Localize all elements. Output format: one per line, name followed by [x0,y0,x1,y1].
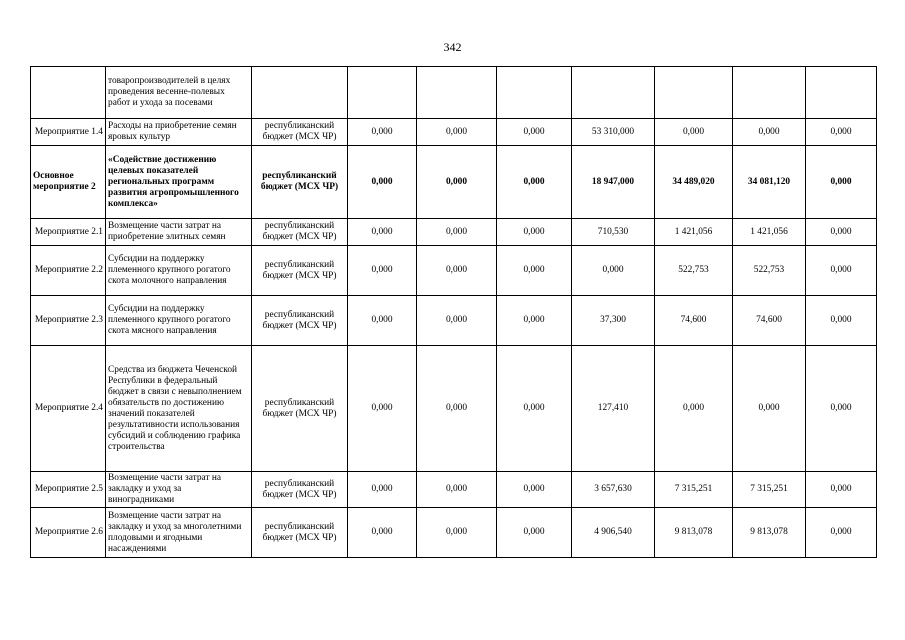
amount-cell: 0,000 [417,508,497,558]
amount-cell: 0,000 [417,219,497,246]
table-body [31,67,877,558]
table-row [31,219,877,246]
amount-cell: 0,000 [348,246,417,296]
activity-id-cell: Мероприятие 2.1 [31,219,106,246]
amount-cell: 0,000 [417,346,497,472]
amount-cell: 0,000 [733,119,806,146]
amount-cell: 0,000 [497,246,572,296]
amount-cell [655,67,733,119]
amount-cell: 34 081,120 [733,146,806,219]
amount-cell [572,67,655,119]
activity-name-cell: Возмещение части затрат на закладку и уход за многолетними плодовыми и ягодными насаждениями [106,508,252,558]
table-row [31,246,877,296]
funding-source-cell: республиканский бюджет (МСХ ЧР) [252,472,348,508]
amount-cell: 0,000 [497,508,572,558]
funding-source-cell: республиканский бюджет (МСХ ЧР) [252,508,348,558]
amount-cell: 0,000 [497,146,572,219]
amount-cell [348,67,417,119]
amount-cell: 522,753 [655,246,733,296]
amount-cell: 0,000 [806,346,877,472]
amount-cell: 0,000 [417,296,497,346]
table-row [31,119,877,146]
activity-id-cell: Мероприятие 2.6 [31,508,106,558]
amount-cell [497,67,572,119]
amount-cell: 53 310,000 [572,119,655,146]
amount-cell: 0,000 [572,246,655,296]
table-row [31,346,877,472]
amount-cell: 0,000 [348,508,417,558]
amount-cell: 0,000 [497,472,572,508]
table-row [31,508,877,558]
activity-name-cell: Расходы на приобретение семян яровых культур [106,119,252,146]
activity-id-cell: Мероприятие 2.3 [31,296,106,346]
table-row [31,296,877,346]
amount-cell: 0,000 [417,472,497,508]
amount-cell: 0,000 [655,346,733,472]
amount-cell: 1 421,056 [655,219,733,246]
funding-source-cell: республиканский бюджет (МСХ ЧР) [252,146,348,219]
funding-source-cell [252,67,348,119]
amount-cell: 74,600 [655,296,733,346]
funding-source-cell: республиканский бюджет (МСХ ЧР) [252,246,348,296]
amount-cell: 4 906,540 [572,508,655,558]
amount-cell: 0,000 [348,296,417,346]
amount-cell: 0,000 [497,219,572,246]
activity-name-cell: Субсидии на поддержку племенного крупного рогатого скота мясного направления [106,296,252,346]
amount-cell: 0,000 [348,146,417,219]
amount-cell: 74,600 [733,296,806,346]
amount-cell: 0,000 [655,119,733,146]
amount-cell [806,67,877,119]
amount-cell: 0,000 [348,472,417,508]
amount-cell: 0,000 [733,346,806,472]
amount-cell: 0,000 [806,119,877,146]
amount-cell: 0,000 [806,508,877,558]
amount-cell: 0,000 [806,472,877,508]
funding-source-cell: республиканский бюджет (МСХ ЧР) [252,119,348,146]
amount-cell: 3 657,630 [572,472,655,508]
activity-name-cell: Возмещение части затрат на закладку и уход за виноградниками [106,472,252,508]
amount-cell: 0,000 [417,146,497,219]
amount-cell: 0,000 [497,296,572,346]
amount-cell: 34 489,020 [655,146,733,219]
activity-id-cell: Мероприятие 2.5 [31,472,106,508]
activity-name-cell: «Содействие достижению целевых показателей региональных программ развития агропромышленного комплекса» [106,146,252,219]
activity-name-cell: Средства из бюджета Чеченской Республики в федеральный бюджет в связи с невыполнением обязательств по достижению значений показателей результативности использования субсидий и соблюдению графика строительства [106,346,252,472]
amount-cell: 0,000 [348,119,417,146]
amount-cell: 0,000 [806,146,877,219]
table-row [31,146,877,219]
amount-cell: 37,300 [572,296,655,346]
amount-cell: 9 813,078 [655,508,733,558]
amount-cell: 710,530 [572,219,655,246]
activity-name-cell: Субсидии на поддержку племенного крупного рогатого скота молочного направления [106,246,252,296]
funding-source-cell: республиканский бюджет (МСХ ЧР) [252,219,348,246]
amount-cell: 18 947,000 [572,146,655,219]
amount-cell: 522,753 [733,246,806,296]
amount-cell: 0,000 [417,119,497,146]
amount-cell: 0,000 [806,219,877,246]
table-row [31,472,877,508]
funding-source-cell: республиканский бюджет (МСХ ЧР) [252,346,348,472]
table-row [31,67,877,119]
amount-cell: 0,000 [806,296,877,346]
activity-name-cell: товаропроизводителей в целях проведения весенне-полевых работ и ухода за посевами [106,67,252,119]
amount-cell: 7 315,251 [655,472,733,508]
amount-cell: 127,410 [572,346,655,472]
activity-name-cell: Возмещение части затрат на приобретение элитных семян [106,219,252,246]
activity-id-cell: Мероприятие 2.4 [31,346,106,472]
activity-id-cell [31,67,106,119]
amount-cell: 0,000 [497,119,572,146]
amount-cell [417,67,497,119]
amount-cell: 9 813,078 [733,508,806,558]
amount-cell: 0,000 [497,346,572,472]
amount-cell: 7 315,251 [733,472,806,508]
activity-id-cell: Мероприятие 2.2 [31,246,106,296]
amount-cell: 1 421,056 [733,219,806,246]
page-number: 342 [443,40,462,54]
amount-cell: 0,000 [417,246,497,296]
activity-id-cell: Основное мероприятие 2 [31,146,106,219]
funding-source-cell: республиканский бюджет (МСХ ЧР) [252,296,348,346]
amount-cell: 0,000 [348,346,417,472]
activity-id-cell: Мероприятие 1.4 [31,119,106,146]
amount-cell: 0,000 [806,246,877,296]
amount-cell: 0,000 [348,219,417,246]
budget-table [30,66,877,558]
amount-cell [733,67,806,119]
